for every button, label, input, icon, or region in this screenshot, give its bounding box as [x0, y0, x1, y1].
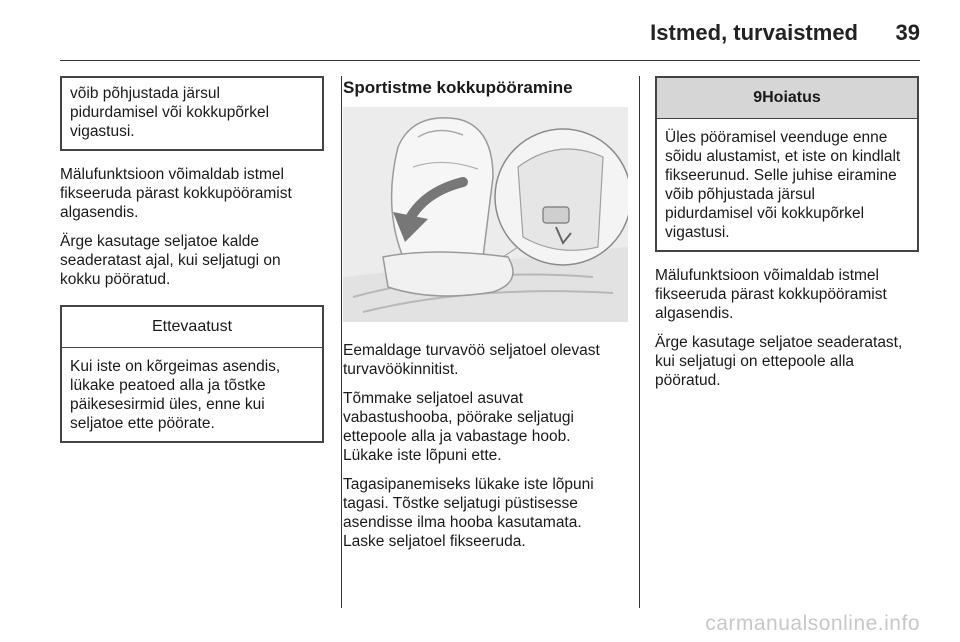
paragraph: Ärge kasutage seljatoe kalde seaderatast ajal, kui seljatugi on kokku pööratud.: [60, 233, 281, 288]
column-divider-1: [341, 76, 342, 608]
paragraph: Tõmmake seljatoel asuvat vabastushooba, pöörake seljatugi ettepoole alla ja vabastage hoob. Lükake iste lõpuni ette.: [343, 390, 574, 464]
warning-continued-text: võib põhjustada järsul pidurdamisel või kokkupõrkel vigastusi.: [70, 85, 270, 140]
caution-text: Kui iste on kõrgeimas asendis, lükake peatoed alla ja tõstke päikesesirmid üles, enne kui seljatoe ette pöörate.: [70, 358, 281, 432]
page-title: Istmed, turvaistmed: [650, 20, 858, 45]
watermark: carmanualsonline.info: [705, 612, 920, 635]
paragraph: Tagasipanemiseks lükake iste lõpuni tagasi. Tõstke seljatugi püstisesse asendisse ilma hooba kasutamata. Laske seljatoel fikseeruda.: [343, 476, 594, 550]
column-2: [343, 76, 628, 561]
seat-folding-illustration: [343, 107, 628, 322]
paragraph: Eemaldage turvavöö seljatoel olevast turvavöökinnitist.: [343, 342, 600, 378]
column-1: [60, 76, 324, 443]
caution-title: Ettevaatust: [62, 307, 322, 348]
warning-box-continued: [60, 76, 324, 151]
paragraph: Ärge kasutage seljatoe seaderatast, kui seljatugi on ettepoole alla pööratud.: [655, 334, 903, 389]
page-number: 39: [895, 20, 920, 45]
section-title: Sportistme kokkupööramine: [343, 78, 573, 97]
column-divider-2: [639, 76, 640, 608]
column-3: [655, 76, 919, 400]
caution-box: [60, 305, 324, 443]
warning-box: [655, 76, 919, 252]
paragraph: Mälufunktsioon võimaldab istmel fikseeruda pärast kokkupööramist algasendis.: [655, 267, 887, 322]
warning-title: Hoiatus: [762, 89, 821, 106]
warning-text: Üles pööramisel veenduge enne sõidu alustamist, et iste on kindlalt fikseerunud. Selle juhise eiramine võib põhjustada järsul pidurdamisel või kokkupõrkel vigastusi.: [665, 129, 901, 241]
header-divider: [60, 60, 920, 61]
paragraph: Mälufunktsioon võimaldab istmel fikseeruda pärast kokkupööramist algasendis.: [60, 166, 292, 221]
warning-header: [657, 78, 917, 119]
warning-triangle-icon: 9: [753, 89, 763, 106]
